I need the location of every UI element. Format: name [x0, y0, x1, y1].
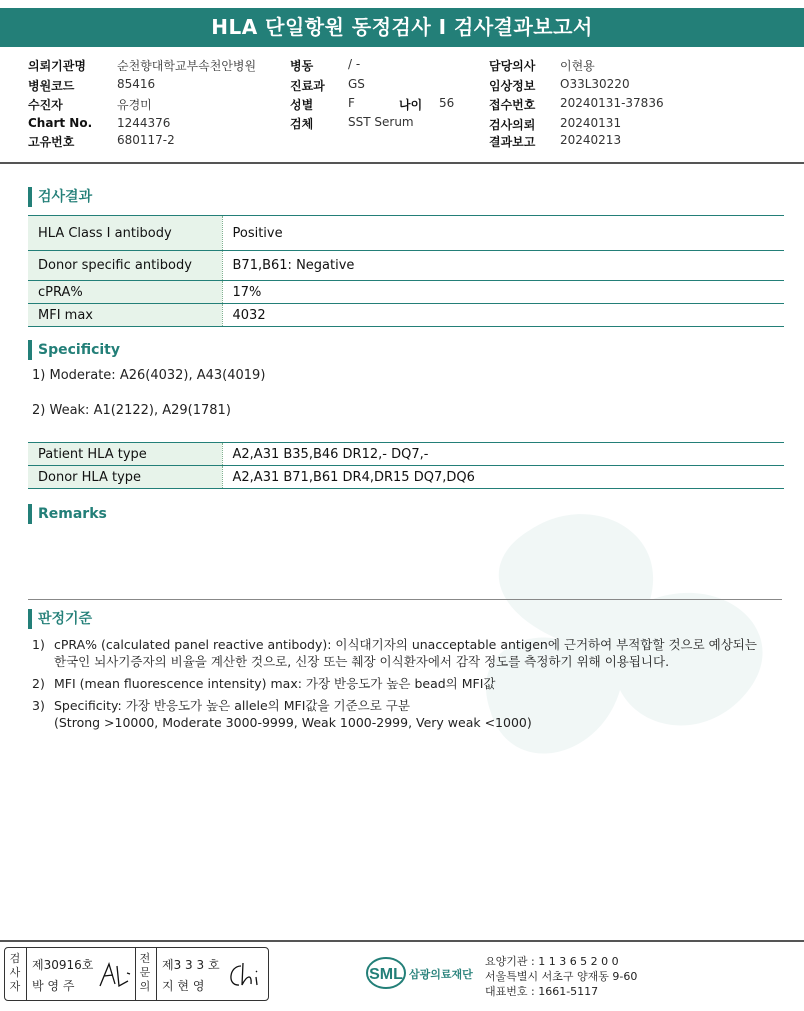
remarks-heading: Remarks — [28, 504, 107, 524]
lab-info-line: 서울특별시 서초구 양재동 9-60 — [485, 970, 638, 983]
info-label: 의뢰기관명 — [28, 59, 86, 73]
specificity-line: 1) Moderate: A26(4032), A43(4019) — [32, 368, 266, 383]
info-label: 검사의뢰 — [489, 118, 536, 132]
info-label: 결과보고 — [489, 135, 536, 149]
divider — [135, 948, 136, 1000]
info-value: / - — [348, 57, 361, 71]
result-value: 4032 — [222, 304, 784, 327]
result-value: B71,B61: Negative — [222, 251, 784, 281]
inspector-name: 박 영 주 — [32, 979, 75, 993]
specialist-name: 지 현 영 — [162, 979, 205, 993]
result-value: 17% — [222, 281, 784, 304]
criteria-text: (Strong >10000, Moderate 3000-9999, Weak 1000-2999, Very weak <1000) — [54, 715, 532, 730]
criteria-item — [32, 636, 772, 670]
info-label: 검체 — [290, 117, 314, 131]
lab-info — [485, 954, 637, 999]
table-row — [28, 466, 784, 489]
divider — [156, 948, 157, 1000]
info-label: 임상정보 — [489, 79, 536, 93]
criteria-heading: 판정기준 — [28, 609, 92, 629]
info-label: Chart No. — [28, 116, 93, 130]
divider — [0, 162, 804, 164]
info-value: O33L30220 — [560, 77, 630, 91]
lab-info-line: 대표번호 : 1661-5117 — [485, 985, 599, 998]
hla-type-key: Donor HLA type — [28, 466, 222, 489]
result-key: HLA Class I antibody — [28, 216, 222, 251]
result-value: Positive — [222, 216, 784, 251]
age-value: 56 — [439, 96, 455, 110]
criteria-number: 1) — [32, 637, 45, 652]
info-label: 병동 — [290, 59, 314, 73]
info-value: 20240131 — [560, 116, 622, 130]
divider — [26, 948, 27, 1000]
info-value: F — [348, 96, 355, 110]
criteria-number: 3) — [32, 698, 45, 713]
divider — [28, 599, 782, 600]
divider — [0, 940, 804, 942]
logo-text: SML — [369, 966, 403, 983]
results-heading: 검사결과 — [28, 187, 92, 207]
info-value: 유경미 — [117, 98, 152, 112]
info-label: 병원코드 — [28, 79, 75, 93]
criteria-text: cPRA% (calculated panel reactive antibody): 이식대기자의 unacceptable antigen에 근거하여 부적합할 것으로 예상되는 — [54, 637, 757, 652]
info-value: 680117-2 — [117, 133, 175, 147]
sml-logo — [366, 956, 478, 994]
hla-type-table — [28, 442, 784, 489]
criteria-number: 2) — [32, 676, 45, 691]
hla-type-value: A2,A31 B71,B61 DR4,DR15 DQ7,DQ6 — [222, 466, 784, 489]
info-label: 수진자 — [28, 98, 63, 112]
criteria-text: MFI (mean fluorescence intensity) max: 가장 반응도가 높은 bead의 MFI값 — [54, 676, 496, 691]
table-row — [28, 304, 784, 327]
info-label: 진료과 — [290, 79, 325, 93]
specialist-label: 전문의 — [139, 952, 151, 993]
hla-type-value: A2,A31 B35,B46 DR12,- DQ7,- — [222, 443, 784, 466]
table-row — [28, 251, 784, 281]
info-value: 85416 — [117, 77, 156, 91]
info-value: SST Serum — [348, 115, 414, 129]
result-key: MFI max — [28, 304, 222, 327]
inspector-label: 검사자 — [9, 952, 21, 993]
table-row — [28, 216, 784, 251]
specialist-number: 제3 3 3 호 — [162, 958, 220, 972]
org-name: 삼광의료재단 — [409, 968, 473, 981]
info-label: 담당의사 — [489, 59, 536, 73]
specificity-line: 2) Weak: A1(2122), A29(1781) — [32, 403, 231, 418]
info-label: 성별 — [290, 98, 314, 112]
info-value: 20240213 — [560, 133, 622, 147]
lab-info-line: 요양기관 : 1 1 3 6 5 2 0 0 — [485, 955, 619, 968]
signature-box — [4, 947, 269, 1001]
hla-type-key: Patient HLA type — [28, 443, 222, 466]
info-value: 순천향대학교부속천안병원 — [117, 59, 257, 73]
inspector-number: 제30916호 — [32, 958, 94, 972]
table-row — [28, 443, 784, 466]
result-key: cPRA% — [28, 281, 222, 304]
specificity-heading: Specificity — [28, 340, 120, 360]
criteria-item — [32, 675, 772, 692]
info-label: 고유번호 — [28, 135, 75, 149]
specialist-signature — [225, 960, 265, 990]
report-title: HLA 단일항원 동정검사 I 검사결과보고서 — [0, 8, 804, 47]
info-value: 이현용 — [560, 59, 595, 73]
criteria-text: Specificity: 가장 반응도가 높은 allele의 MFI값을 기준으로 구분 — [54, 698, 410, 713]
inspector-signature — [97, 960, 133, 990]
table-row — [28, 281, 784, 304]
age-label: 나이 — [399, 98, 423, 112]
criteria-text: 한국인 뇌사기증자의 비율을 계산한 것으로, 신장 또는 췌장 이식환자에서 감작 정도를 측정하기 위해 이용됩니다. — [54, 654, 670, 669]
results-table — [28, 215, 784, 327]
criteria-item — [32, 697, 772, 731]
info-label: 접수번호 — [489, 98, 536, 112]
info-value: 20240131-37836 — [560, 96, 664, 110]
result-key: Donor specific antibody — [28, 251, 222, 281]
info-value: 1244376 — [117, 116, 171, 130]
logo-icon — [366, 956, 478, 990]
info-value: GS — [348, 77, 365, 91]
